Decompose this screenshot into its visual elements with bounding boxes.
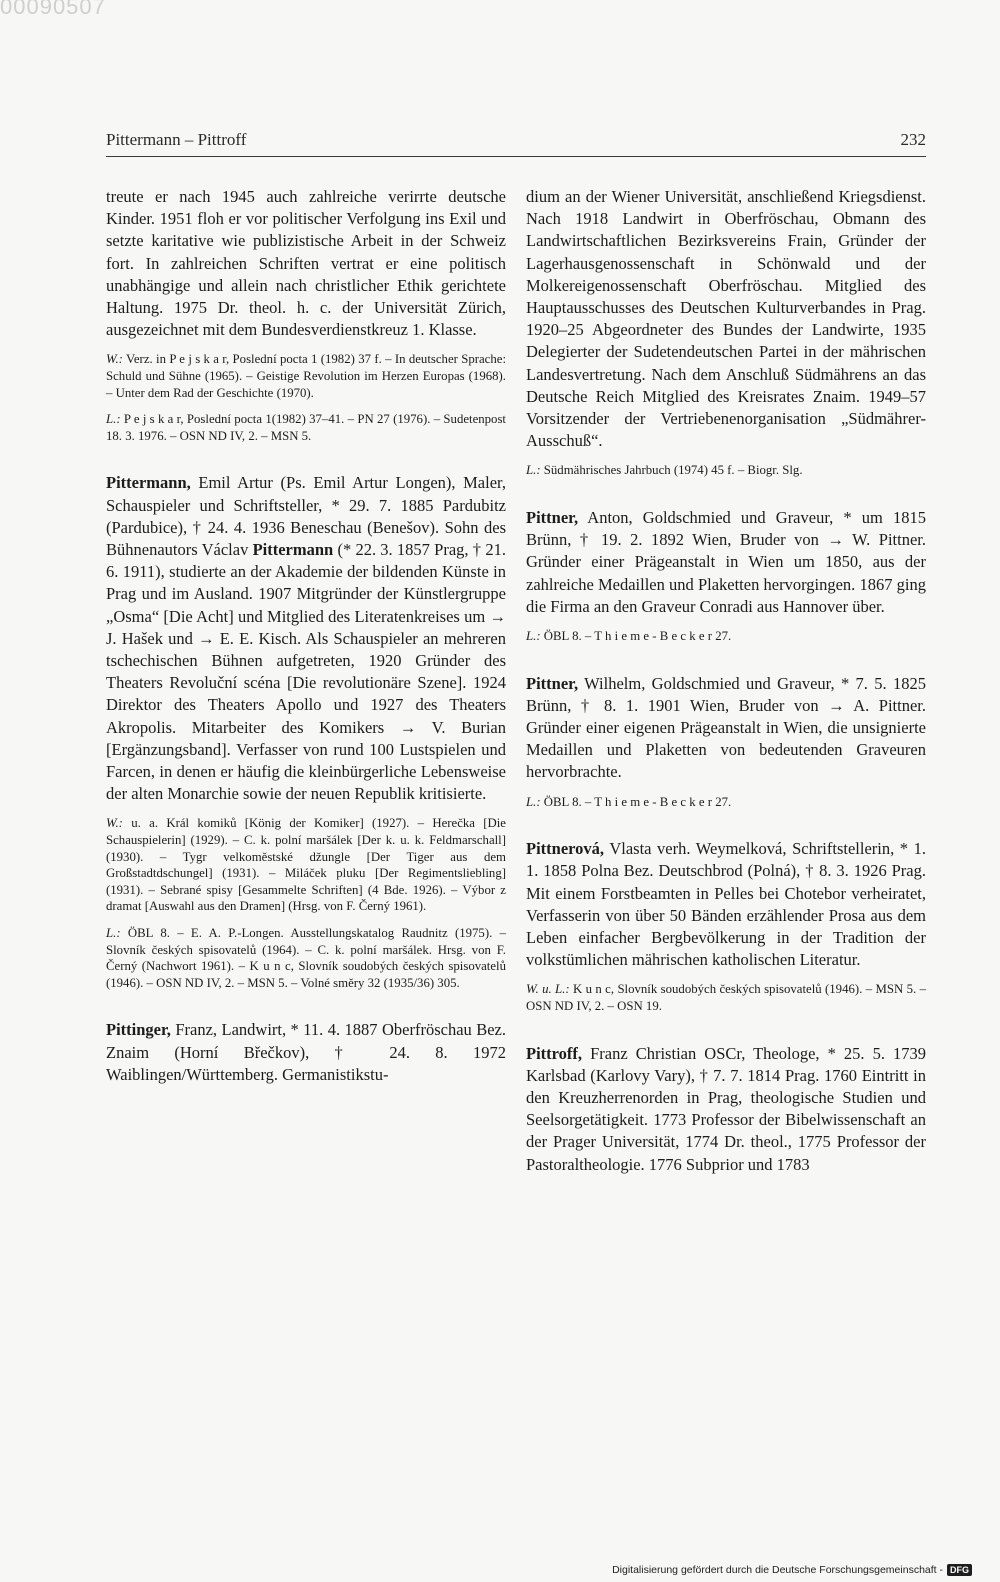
left-column bbox=[106, 186, 506, 1086]
entry-headword: Pittner, bbox=[526, 673, 579, 693]
entry-headword: Pittnerová, bbox=[526, 839, 605, 859]
works-literature-reference: W. u. L.: K u n c, Slovník soudobých českých spisovatelů (1946). – MSN 5. – OSN ND IV, 2. – OSN 19. bbox=[526, 982, 926, 1014]
running-header bbox=[106, 130, 926, 156]
works-reference: W.: Verz. in P e j s k a r, Poslední pocta 1 (1982) 37 f. – In deutscher Sprache: Schuld und Sühne (1965). – Geistige Revolution im Herzen Europas (1968). – Unter dem Rad der Geschichte (1970). bbox=[106, 352, 506, 400]
literature-reference: L.: ÖBL 8. – T h i e m e - B e c k e r 27. bbox=[526, 794, 732, 809]
scan-stamp: 00090507 bbox=[0, 0, 106, 19]
entry-pittroff: Pittroff, Franz Christian OSCr, Theologe, * 25. 5. 1739 Karlsbad (Karlovy Vary), † 7. 7. 1814 Prag. 1760 Eintritt in den Kreuzherrenorden in Prag, theologische Studien und Seelsorgetätigkeit. 1773 Professor der Bibelwissenschaft an der Prager Universität, 1774 Dr. theol., 1775 Professor der Pastoraltheologie. 1776 Subprior und 1783 bbox=[526, 1043, 926, 1174]
entry-pittermann: Pittermann, Emil Artur (Ps. Emil Artur Longen), Maler, Schauspieler und Schriftsteller, * 29. 7. 1885 Pardubitz (Pardubice), † 24. 4. 1936 Beneschau (Benešov). Sohn des Bühnenautors Václav Pittermann (* 22. 3. 1857 Prag, † 21. 6. 1911), studierte an der Akademie der bildenden Künste in Prag und im Ausland. 1907 Mitgründer der Künstlergruppe „Osma“ [Die Acht] und Mitglied des Literatenkreises um → J. Hašek und → E. E. Kisch. Als Schauspieler an mehreren tschechischen Bühnen aufgetreten, 1920 Gründer des Theaters Revoluční scéna [Die revolutionäre Szene]. 1924 Direktor des Theaters Apollo und 1927 des Theaters Akropolis. Mitarbeiter des Komikers → V. Burian [Ergänzungsband]. Verfasser von rund 100 Lustspielen und Farcen, in denen er häufig die kleinbürgerliche Lebensweise der alten Monarchie sowie der neuen Republik kritisierte. bbox=[106, 473, 506, 804]
dfg-logo: DFG bbox=[947, 1564, 972, 1576]
literature-reference: L.: ÖBL 8. – T h i e m e - B e c k e r 27. bbox=[526, 629, 732, 644]
continued-entry-text: treute er nach 1945 auch zahlreiche verirrte deutsche Kinder. 1951 floh er vor politischer Verfolgung ins Exil und setzte karitative wie publizistische Arbeit in der Schweiz fort. In zahlreichen Schriften vertrat er eine politisch unabhängige und allein nach christlicher Ethik gerichtete Haltung. 1975 Dr. theol. h. c. der Universität Zürich, ausgezeichnet mit dem Bundesverdienstkreuz 1. Klasse. bbox=[106, 187, 506, 340]
literature-reference: L.: ÖBL 8. – E. A. P.-Longen. Ausstellungskatalog Raudnitz (1975). – Slovník českých spisovatelů (1964). – C. k. polní maršálek. Hrsg. von F. Černý (Nachwort 1961). – K u n c, Slovník soudobých českých spisovatelů (1946). – OSN ND IV, 2. – MSN 5. – Volné směry 32 (1935/36) 305. bbox=[106, 926, 506, 990]
literature-reference: L.: P e j s k a r, Poslední pocta 1(1982) 37–41. – PN 27 (1976). – Sudetenpost 18. 3. 1976. – OSN ND IV, 2. – MSN 5. bbox=[106, 412, 506, 443]
entry-headword: Pittroff, bbox=[526, 1043, 583, 1063]
continued-entry-text: dium an der Wiener Universität, anschließend Kriegsdienst. Nach 1918 Landwirt in Oberfröschau, Obmann des Landwirtschaftlichen Bezirksvereins Frain, Gründer der Lagerhausgenossenschaft in Schönwald und der Molkereigenossenschaft Oberfröschau. Mitglied des Hauptausschusses des Deutschen Kulturverbandes in Prag. 1920–25 Abgeordneter des Bundes der Landwirte, 1935 Delegierter der Sudetendeutschen Partei in der mährischen Landesvertretung. Nach dem Anschluß Südmährens an das Deutsche Reich Mitglied des Kreisrates Znaim. 1949–57 Vorsitzender der Vertriebenenorganisation „Südmährer-Ausschuß“. bbox=[526, 187, 926, 451]
entry-pittner-wilhelm: Pittner, Wilhelm, Goldschmied und Graveur, * 7. 5. 1825 Brünn, † 8. 1. 1901 Wien, Bruder von → A. Pittner. Gründer einer eigenen Prägeanstalt in Wien, die unsignierte Medaillen und Plaketten von bedeutenden Graveuren hervorbrachte. bbox=[526, 673, 926, 782]
entry-headword: Pittinger, bbox=[106, 1020, 171, 1040]
entry-pittner-anton: Pittner, Anton, Goldschmied und Graveur, * um 1815 Brünn, † 19. 2. 1892 Wien, Bruder von → W. Pittner. Gründer einer Prägeanstalt in Wien um 1850, aus der zahlreiche Medaillen und Plaketten hervorgingen. 1867 ging die Firma an den Graveur Conradi aus Hannover über. bbox=[526, 508, 926, 616]
header-rule bbox=[106, 156, 926, 157]
footer-text: Digitalisierung gefördert durch die Deutsche Forschungsgemeinschaft - bbox=[612, 1564, 943, 1576]
right-column bbox=[526, 186, 926, 1176]
entry-pittinger: Pittinger, Franz, Landwirt, * 11. 4. 1887 Oberfröschau Bez. Znaim (Horní Břečkov), † 24. 8. 1972 Waiblingen/Württemberg. Germanistikstu- bbox=[106, 1020, 506, 1084]
page-number: 232 bbox=[900, 130, 926, 149]
digitization-footer bbox=[612, 1564, 972, 1576]
entry-pittnerova: Pittnerová, Vlasta verh. Weymelková, Schriftstellerin, * 1. 1. 1858 Polna Bez. Deutschbrod (Polná), † 8. 3. 1926 Prag. Mit einem Forstbeamten in Pelles bei Chotebor verheiratet, Verfasserin von über 50 Bänden erzählender Prosa aus dem Leben einfacher Bergbevölkerung in der Tradition der volkstümlichen mährischen katholischen Literatur. bbox=[526, 839, 926, 970]
works-reference: W.: u. a. Král komiků [König der Komiker] (1927). – Herečka [Die Schauspielerin] (1929). – C. k. polní maršálek [Der k. u. k. Feldmarschall] (1930). – Tygr velkoměstské džungle [Der Tiger aus dem Großstadtdschungel] (1931). – Miláček pluku [Der Regimentsliebling] (1931). – Sebrané spisy [Gesammelte Schriften] (4 Bde. 1926). – Výbor z dramat [Auswahl aus den Dramen] (Hrsg. von F. Černý 1961). bbox=[106, 816, 506, 914]
entry-headword: Pittermann, bbox=[106, 473, 191, 493]
entry-headword: Pittner, bbox=[526, 508, 579, 528]
header-title: Pittermann – Pittroff bbox=[106, 130, 247, 149]
literature-reference: L.: Südmährisches Jahrbuch (1974) 45 f. – Biogr. Slg. bbox=[526, 463, 803, 478]
